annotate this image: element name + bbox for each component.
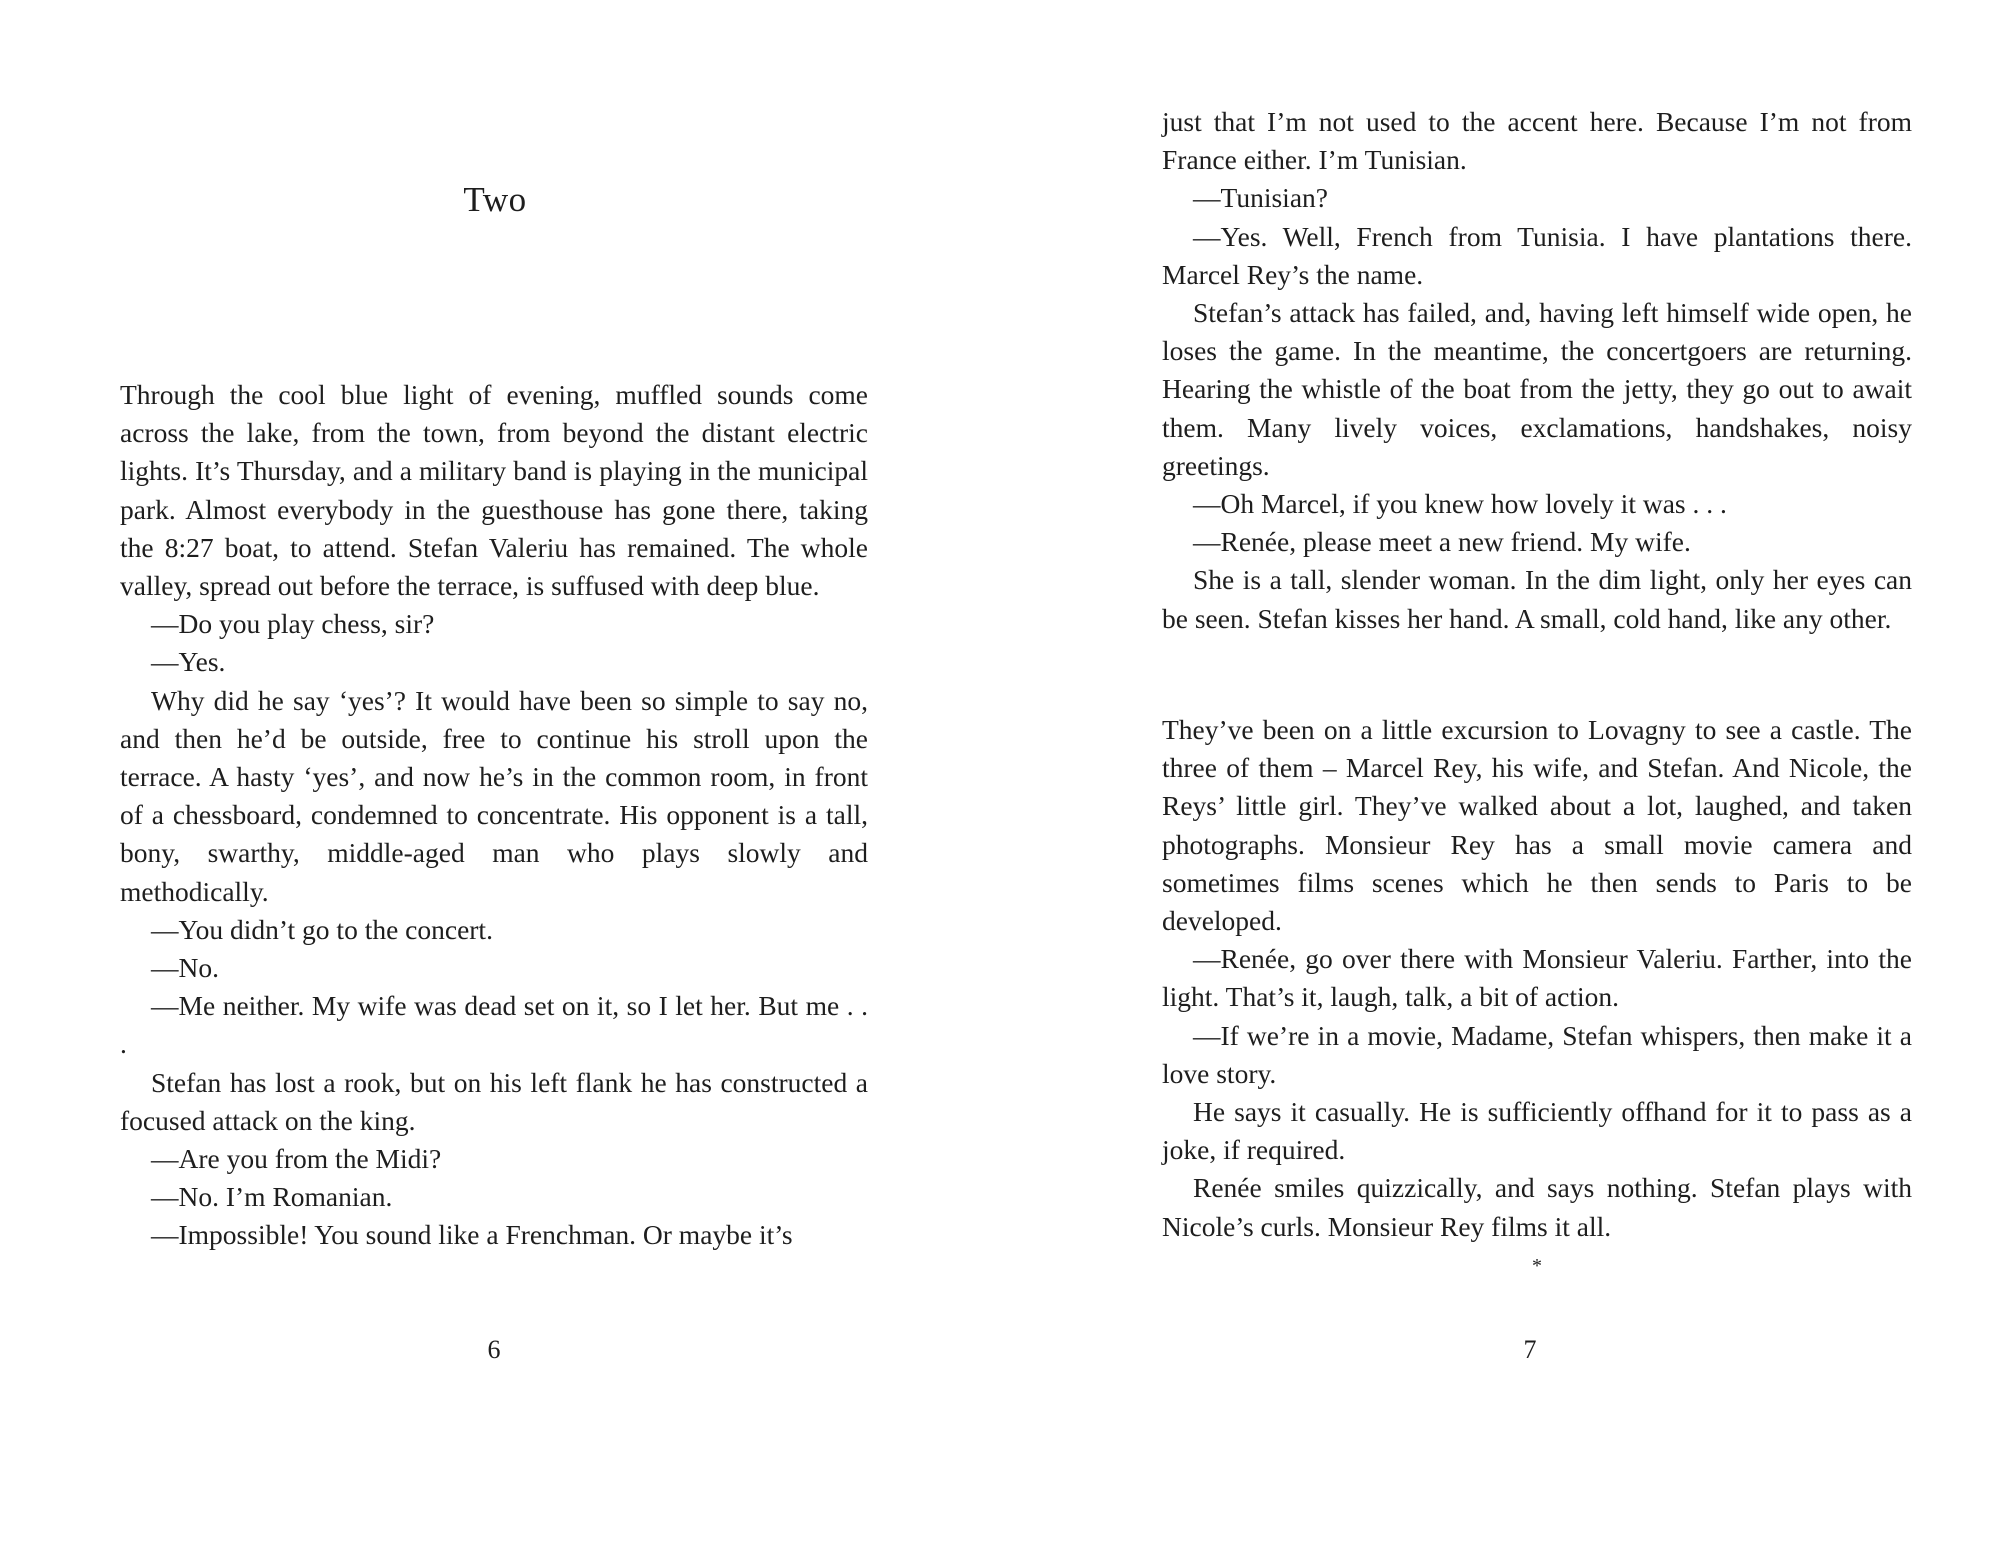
left-page-body (120, 376, 868, 1255)
paragraph: —You didn’t go to the concert. (151, 913, 493, 945)
paragraph: Why did he say ‘yes’? It would have been so simple to say no, and then he’d be outside, free to continue his stroll upon the terrace. A hasty ‘yes’, and now he’s in the common room, in front of a chessboard, condemned to concentrate. His opponent is a tall, bony, swarthy, middle-aged man who plays slowly and methodically. (120, 684, 868, 907)
paragraph: —If we’re in a movie, Madame, Stefan whispers, then make it a love story. (1162, 1019, 1912, 1089)
paragraph: She is a tall, slender woman. In the dim light, only her eyes can be seen. Stefan kisses her hand. A small, cold hand, like any other. (1162, 564, 1912, 634)
right-page (1000, 0, 2000, 1552)
paragraph: —Renée, please meet a new friend. My wife. (1193, 526, 1691, 558)
right-page-body-section-2 (1162, 711, 1912, 1246)
paragraph: —Oh Marcel, if you knew how lovely it was . . . (1193, 488, 1727, 520)
paragraph: —No. I’m Romanian. (151, 1181, 393, 1213)
paragraph: —Renée, go over there with Monsieur Valeriu. Farther, into the light. That’s it, laugh, talk, a bit of action. (1162, 943, 1912, 1013)
paragraph: —Yes. Well, French from Tunisia. I have plantations there. Marcel Rey’s the name. (1162, 220, 1912, 290)
paragraph: He says it casually. He is sufficiently offhand for it to pass as a joke, if required. (1162, 1096, 1912, 1166)
right-page-body (1162, 103, 1912, 638)
paragraph: —Impossible! You sound like a Frenchman. Or maybe it’s (151, 1219, 793, 1251)
paragraph: —Tunisian? (1193, 182, 1328, 214)
section-break-star: * (1532, 1255, 1542, 1277)
chapter-title: Two (463, 180, 527, 219)
paragraph: —Me neither. My wife was dead set on it, so I let her. But me . . . (120, 990, 868, 1060)
paragraph: Renée smiles quizzically, and says nothing. Stefan plays with Nicole’s curls. Monsieur Rey films it all. (1162, 1172, 1912, 1242)
paragraph: Stefan has lost a rook, but on his left flank he has constructed a focused attack on the king. (120, 1066, 868, 1136)
paragraph: just that I’m not used to the accent here. Because I’m not from France either. I’m Tunisian. (1162, 106, 1912, 176)
paragraph: —Do you play chess, sir? (151, 608, 435, 640)
page-number-right: 7 (1523, 1335, 1537, 1364)
page-number-left: 6 (487, 1335, 501, 1364)
paragraph: —Yes. (151, 646, 226, 678)
paragraph: —No. (151, 952, 219, 984)
paragraph: —Are you from the Midi? (151, 1143, 442, 1175)
paragraph: They’ve been on a little excursion to Lovagny to see a castle. The three of them – Marcel Rey, his wife, and Stefan. And Nicole, the Reys’ little girl. They’ve walked about a lot, laughed, and taken photographs. Monsieur Rey has a small movie camera and sometimes films scenes which he then sends to Paris to be developed. (1162, 714, 1912, 937)
paragraph: Stefan’s attack has failed, and, having left himself wide open, he loses the game. In the meantime, the concertgoers are returning. Hearing the whistle of the boat from the jetty, they go out to await them. Many lively voices, exclamations, handshakes, noisy greetings. (1162, 297, 1912, 481)
paragraph: Through the cool blue light of evening, muffled sounds come across the lake, from the town, from beyond the distant electric lights. It’s Thursday, and a military band is playing in the municipal park. Almost everybody in the guesthouse has gone there, taking the 8:27 boat, to attend. Stefan Valeriu has remained. The whole valley, spread out before the terrace, is suffused with deep blue. (120, 379, 868, 602)
